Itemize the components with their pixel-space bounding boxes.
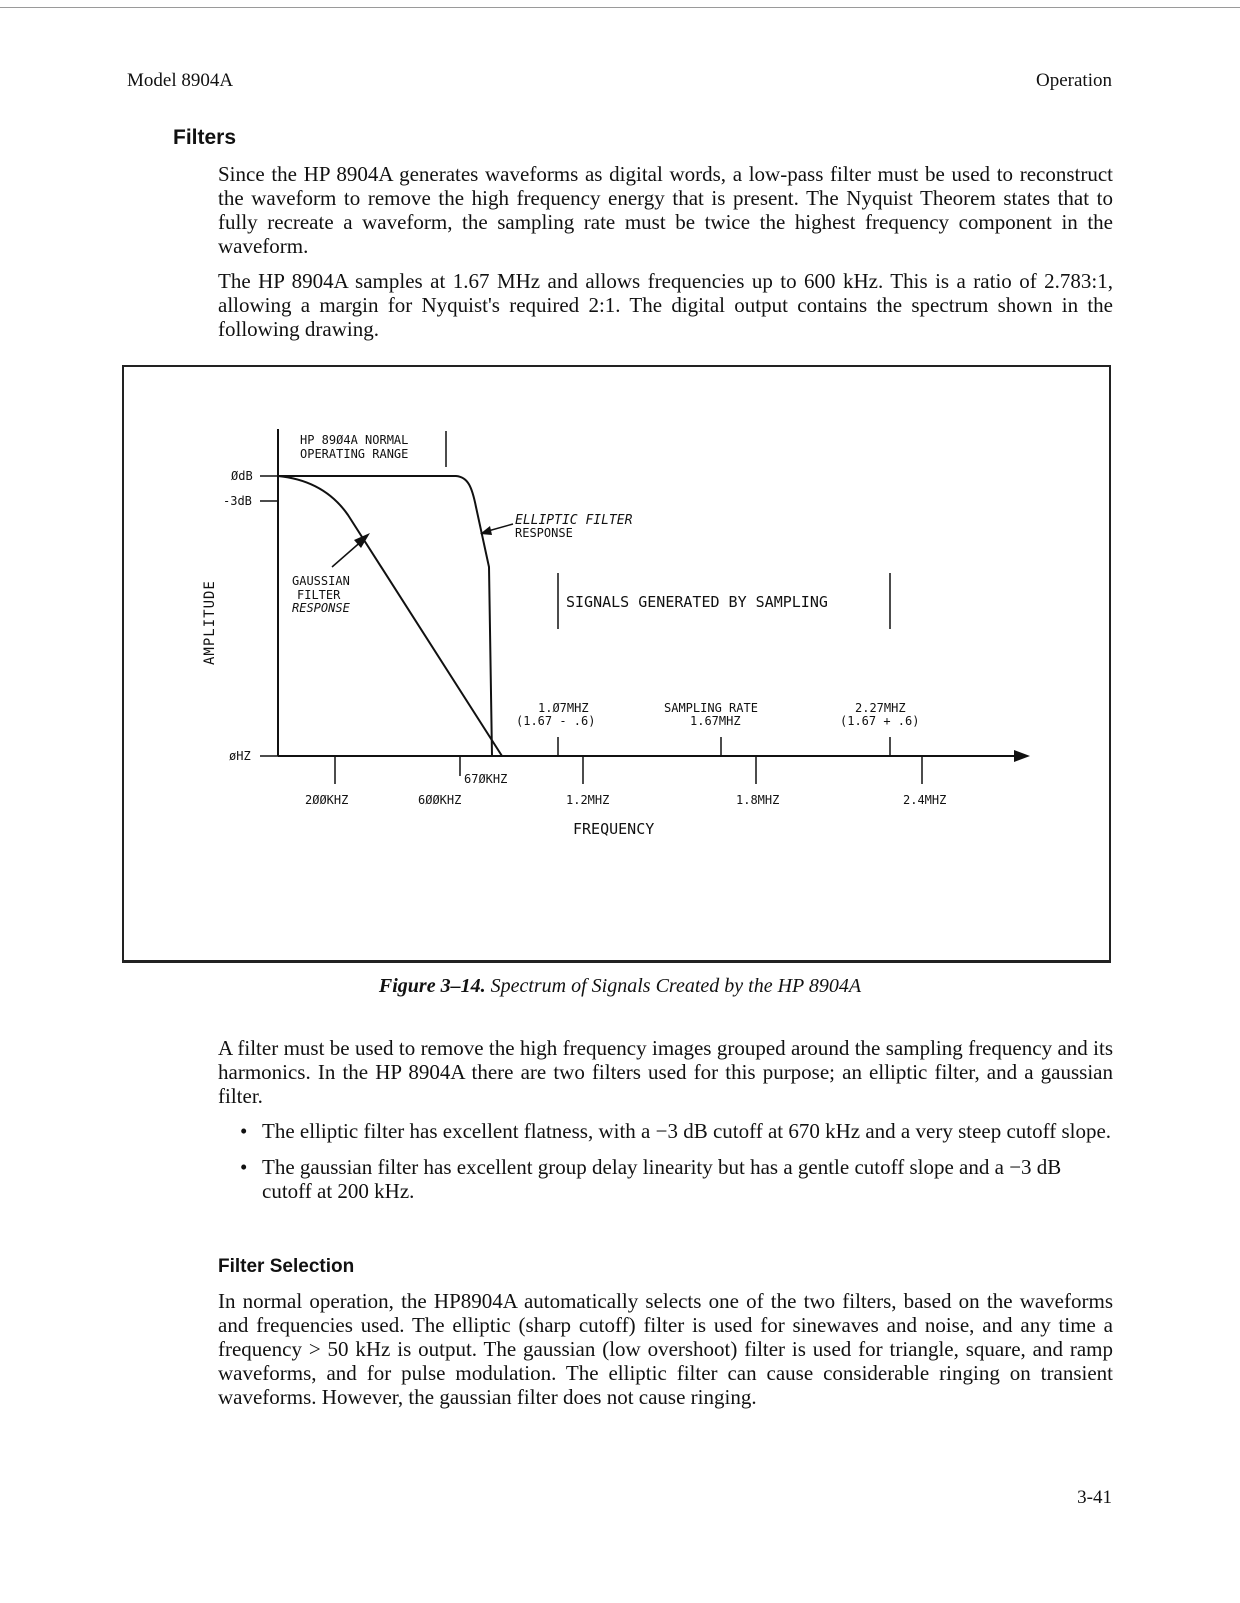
- section-title: Filters: [173, 126, 237, 149]
- x-tick-label-670khz: 67ØKHZ: [464, 772, 508, 786]
- gaussian-label-line-2: FILTER: [297, 588, 341, 602]
- elliptic-arrow-line: [488, 524, 513, 531]
- elliptic-filter-curve: [278, 476, 492, 756]
- y-tick-label-0db: ØdB: [231, 469, 253, 483]
- sampling-rate-label-2: 1.67MHZ: [690, 714, 741, 728]
- x-tick-label-200khz: 2ØØKHZ: [305, 793, 349, 807]
- paragraph-filter-selection: In normal operation, the HP8904A automatically selects one of the two filters, based on the waveforms and frequencies used. The elliptic (sharp cutoff) filter is used for sinewaves and noise, and any time a frequency > 50 kHz is output. The gaussian (low overshoot) filter is used for triangle, square, and ramp waveforms, and for pulse modulation. The elliptic filter can cause considerable ringing on transient waveforms. However, the gaussian filter does not cause ringing.: [218, 1289, 1113, 1409]
- bullet-glyph: •: [240, 1155, 248, 1179]
- sampling-rate-label-1: SAMPLING RATE: [664, 701, 758, 715]
- top-rule: [0, 7, 1240, 8]
- figure-caption: [0, 975, 1240, 998]
- list-item: [240, 1119, 1115, 1143]
- spectrum-diagram: [124, 367, 1109, 960]
- header-section: Operation: [1036, 70, 1112, 91]
- bullet-text-gaussian: The gaussian filter has excellent group delay linearity but has a gentle cutoff slope and a −3 dB cutoff at 200 kHz.: [262, 1155, 1062, 1203]
- paragraph-filters: A filter must be used to remove the high frequency images grouped around the sampling frequency and its harmonics. In the HP 8904A there are two filters used for this purpose; an elliptic filter, and a gaussian filter.: [218, 1036, 1113, 1108]
- elliptic-label-line-2: RESPONSE: [515, 526, 573, 540]
- lower-image-label-2: (1.67 - .6): [516, 714, 596, 728]
- gaussian-label-line-1: GAUSSIAN: [292, 574, 350, 588]
- range-label-line-2: OPERATING RANGE: [300, 447, 409, 461]
- y-tick-label-0hz: øHZ: [229, 749, 251, 763]
- bullet-text-elliptic: The elliptic filter has excellent flatness, with a −3 dB cutoff at 670 kHz and a very steep cutoff slope.: [262, 1119, 1112, 1143]
- y-axis-label: AMPLITUDE: [202, 580, 218, 665]
- upper-image-label-2: (1.67 + .6): [840, 714, 920, 728]
- gaussian-filter-curve: [278, 476, 502, 756]
- paragraph-sampling: The HP 8904A samples at 1.67 MHz and allows frequencies up to 600 kHz. This is a ratio of 2.783:1, allowing a margin for Nyquist's required 2:1. The digital output contains the spectrum shown in the following drawing.: [218, 269, 1113, 341]
- upper-image-label-1: 2.27MHZ: [855, 701, 906, 715]
- filter-bullet-list: [240, 1119, 1115, 1215]
- bullet-glyph: •: [240, 1119, 248, 1143]
- x-tick-label-1-8mhz: 1.8MHZ: [736, 793, 780, 807]
- sampling-label: SIGNALS GENERATED BY SAMPLING: [566, 593, 828, 611]
- x-axis-label: FREQUENCY: [573, 820, 655, 838]
- subsection-title: Filter Selection: [218, 1256, 355, 1277]
- x-tick-label-2-4mhz: 2.4MHZ: [903, 793, 947, 807]
- gaussian-label-line-3: RESPONSE: [292, 601, 350, 615]
- header-model: Model 8904A: [127, 70, 234, 91]
- elliptic-label-line-1: ELLIPTIC FILTER: [515, 513, 633, 528]
- lower-image-label-1: 1.Ø7MHZ: [538, 701, 589, 715]
- figure-frame: [122, 365, 1111, 963]
- list-item: [240, 1155, 1115, 1203]
- x-tick-label-600khz: 6ØØKHZ: [418, 793, 462, 807]
- range-label-line-1: HP 89Ø4A NORMAL: [300, 433, 409, 447]
- figure-caption-text: Spectrum of Signals Created by the HP 8904A: [490, 975, 862, 997]
- x-axis-arrow-icon: [1014, 750, 1030, 762]
- y-tick-label-3db: -3dB: [223, 494, 252, 508]
- paragraph-intro: Since the HP 8904A generates waveforms as digital words, a low-pass filter must be used to reconstruct the waveform to remove the high frequency energy that is present. The Nyquist Theorem states that to fully recreate a waveform, the sampling rate must be twice the highest frequency component in the waveform.: [218, 162, 1113, 258]
- figure-number: Figure 3–14.: [378, 975, 486, 997]
- x-tick-label-1-2mhz: 1.2MHZ: [566, 793, 610, 807]
- page-number: 3-41: [1077, 1487, 1112, 1508]
